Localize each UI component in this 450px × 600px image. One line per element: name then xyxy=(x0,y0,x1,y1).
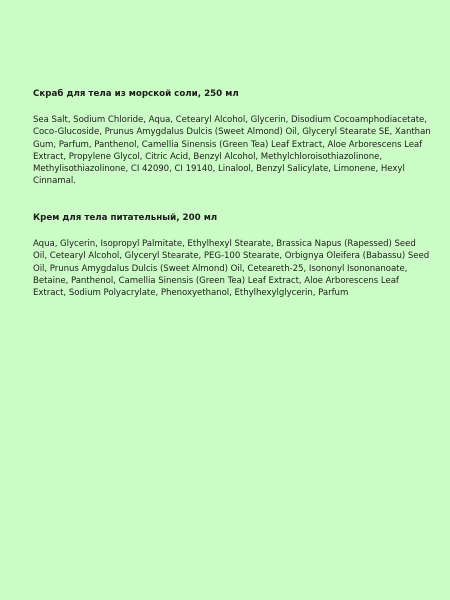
ingredients-list: Aqua, Glycerin, Isopropyl Palmitate, Ethylhexyl Stearate, Brassica Napus (Rapessed) Seed Oil, Cetearyl Alcohol, Glyceryl Stearate, PEG-100 Stearate, Orbignya Oleifera (Babassu) Seed Oil, Prunus Amygdalus Dulcis (Sweet Almond) Oil, Ceteareth-25, Isononyl Isononanoate, Betaine, Panthenol, Camellia Sinensis (Green Tea) Leaf Extract, Aloe Arborescens Leaf Extract, Sodium Polyacrylate, Phenoxyethanol, Ethylhexylglycerin, Parfum xyxy=(33,239,430,299)
product-section-body-cream xyxy=(33,212,431,299)
product-title: Скраб для тела из морской соли, 250 мл xyxy=(33,89,239,99)
product-title: Крем для тела питательный, 200 мл xyxy=(33,213,218,223)
product-section-body-scrub xyxy=(33,88,431,188)
ingredients-list: Sea Salt, Sodium Chloride, Aqua, Cetearyl Alcohol, Glycerin, Disodium Cocoamphodiacetate, Coco-Glucoside, Prunus Amygdalus Dulcis (Sweet Almond) Oil, Glyceryl Stearate SE, Xanthan Gum, Parfum, Panthenol, Camellia Sinensis (Green Tea) Leaf Extract, Aloe Arborescens Leaf Extract, Propylene Glycol, Citric Acid, Benzyl Alcohol, Methylchloroisothiazolinone, Methylisothiazolinone, CI 42090, CI 19140, Linalool, Benzyl Salicylate, Limonene, Hexyl Cinnamal. xyxy=(33,115,431,187)
